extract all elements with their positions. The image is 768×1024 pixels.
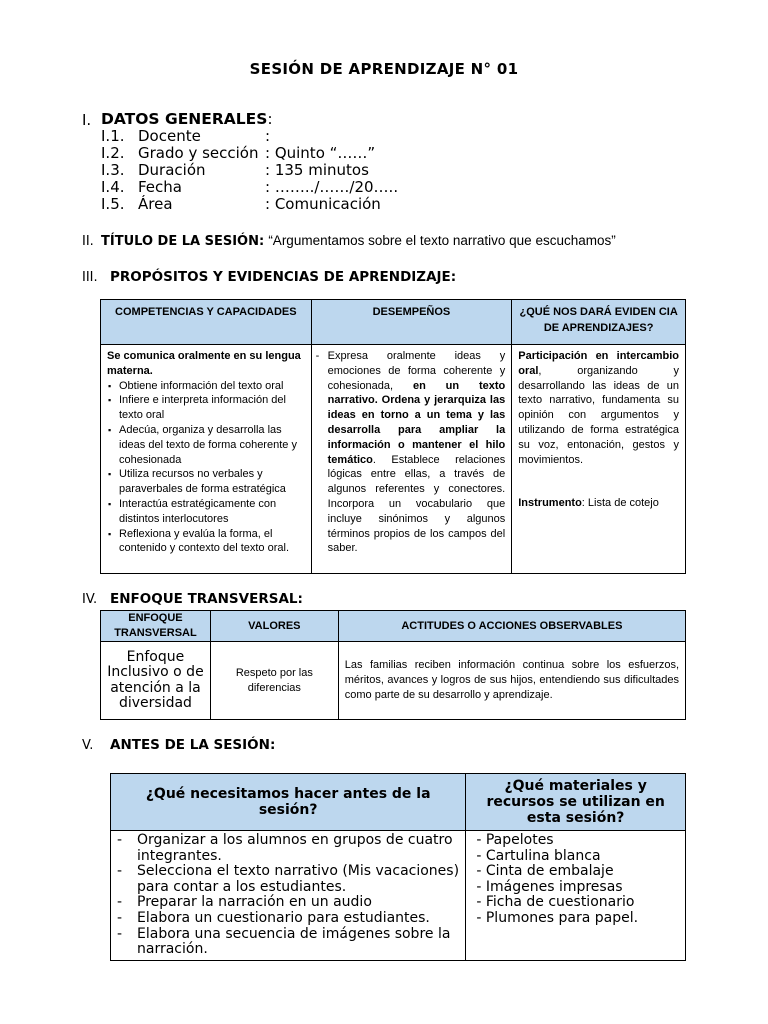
datos-value: : Quinto “……” <box>265 144 376 162</box>
desempeno-dash: - <box>315 350 320 362</box>
antes-header-row <box>111 774 686 831</box>
header-desempenos: DESEMPEÑOS <box>311 300 512 345</box>
propositos-row <box>101 345 686 574</box>
session-title-value: “Argumentamos sobre el texto narrativo que escuchamos” <box>268 233 616 248</box>
datos-num: I.2. <box>101 144 125 162</box>
datos-num: I.4. <box>101 178 125 196</box>
header-actitudes: ACTITUDES O ACCIONES OBSERVABLES <box>338 611 685 642</box>
desempeno-item <box>316 349 506 556</box>
section-1-heading <box>101 110 273 128</box>
tarea-dash: - <box>117 832 123 848</box>
tareas-cell <box>111 831 466 961</box>
section-4-number: IV. <box>82 592 98 607</box>
enfoque-table <box>100 610 686 720</box>
section-2-number: II. <box>82 234 94 249</box>
capacidad-item: ▪ Reflexiona y evalúa la forma, el contenido y contexto del texto oral. <box>119 527 305 557</box>
tarea-dash: - <box>117 894 123 911</box>
evidencia-part: , organizando y desarrollando las ideas de un texto narrativo, fundamenta su opinión con argumentos y utilizando de forma estratégica su voz, entonación, gestos y movimientos. <box>518 364 679 466</box>
tarea-item <box>117 895 459 911</box>
datos-label: Docente <box>138 127 201 145</box>
header-materiales: ¿Qué materiales y recursos se utilizan en esta sesión? <box>466 774 686 831</box>
header-competencias: COMPETENCIAS Y CAPACIDADES <box>101 300 312 345</box>
material-item: - Ficha de cuestionario <box>476 894 635 911</box>
materiales-cell <box>466 831 686 961</box>
antes-table <box>110 773 686 961</box>
propositos-header-row <box>101 300 686 345</box>
capacidad-item: ▪ Obtiene información del texto oral <box>119 379 305 394</box>
datos-num: I.3. <box>101 161 125 179</box>
header-que-hacer: ¿Qué necesitamos hacer antes de la sesión? <box>111 774 466 831</box>
header-valores: VALORES <box>210 611 338 642</box>
datos-value: : <box>265 127 271 145</box>
material-item: - Cartulina blanca <box>476 847 601 864</box>
section-5-title: ANTES DE LA SESIÓN: <box>110 737 276 753</box>
datos-value: : Comunicación <box>265 195 381 213</box>
instrumento-value: : Lista de cotejo <box>581 497 659 510</box>
tareas-list <box>117 833 459 958</box>
datos-row <box>0 145 768 162</box>
tarea-dash: - <box>117 925 123 942</box>
section-4-title: ENFOQUE TRANSVERSAL: <box>110 591 303 607</box>
datos-num: I.1. <box>101 127 125 145</box>
section-1-title: DATOS GENERALES <box>101 110 268 128</box>
section-3-title: PROPÓSITOS Y EVIDENCIAS DE APRENDIZAJE: <box>110 269 457 285</box>
competencia-text: Se comunica oralmente en su lengua materna. <box>107 350 301 377</box>
tarea-text: Preparar la narración en un audio <box>137 894 372 911</box>
tarea-item <box>117 927 459 958</box>
desempeno-part: . Establece relaciones lógicas entre ellas, a través de algunos referentes y conectores. Incorpora un vocabulario que incluye sinónimos y algunos términos propios de los campos del saber. <box>327 453 506 555</box>
capacidad-item: ▪ Utiliza recursos no verbales y paraverbales de forma estratégica <box>119 467 305 497</box>
datos-num: I.5. <box>101 195 125 213</box>
section-2-heading <box>101 233 616 249</box>
tarea-item <box>117 833 459 864</box>
desempenos-cell <box>311 345 512 574</box>
capacidad-item: ▪ Infiere e interpreta información del texto oral <box>119 393 305 423</box>
material-item: - Imágenes impresas <box>476 878 623 895</box>
evidencia-bold: Participación en intercambio oral <box>518 350 679 377</box>
evidencia-text <box>518 349 679 467</box>
competencias-cell <box>101 345 312 574</box>
header-evidencias: ¿QUÉ NOS DARÁ EVIDEN CIA DE APRENDIZAJES? <box>512 300 686 345</box>
desempeno-text <box>328 349 506 556</box>
enfoque-header-row <box>101 611 686 642</box>
desempeno-bold-part: en un texto narrativo. Ordena y jerarquiza las ideas en torno a un tema y las desarrolla para ampliar la información o mantener el hilo temático <box>327 379 506 466</box>
tarea-text: Elabora un cuestionario para estudiantes. <box>137 909 430 926</box>
capacidad-item: ▪ Interactúa estratégicamente con distintos interlocutores <box>119 497 305 527</box>
instrumento-label: Instrumento <box>518 497 582 510</box>
datos-row <box>0 162 768 179</box>
material-item: - Papelotes <box>476 832 554 848</box>
material-item: - Plumones para papel. <box>476 909 639 926</box>
datos-row <box>0 196 768 213</box>
evidencias-cell <box>512 345 686 574</box>
enfoque-row <box>101 642 686 720</box>
tarea-text: Selecciona el texto narrativo (Mis vacaciones) para contar a los estudiantes. <box>137 863 460 895</box>
section-1-number: I. <box>82 111 92 129</box>
tarea-text: Organizar a los alumnos en grupos de cuatro integrantes. <box>137 832 453 864</box>
capacidades-list <box>107 379 305 557</box>
section-5-number: V. <box>82 738 94 753</box>
section-1-colon: : <box>267 110 273 128</box>
page-title: SESIÓN DE APRENDIZAJE N° 01 <box>249 60 519 78</box>
tarea-text: Elabora una secuencia de imágenes sobre la narración. <box>137 925 451 958</box>
desempeno-part: Expresa oralmente ideas y emociones de forma coherente y cohesionada, <box>327 350 506 392</box>
actitudes-cell: Las familias reciben información continua sobre los esfuerzos, méritos, avances y logros de sus hijos, entendiendo sus dificultades como parte de su desarrollo y aprendizaje. <box>338 642 685 720</box>
tarea-item <box>117 864 459 895</box>
datos-value: : ……../……/20….. <box>265 178 399 196</box>
instrumento <box>518 496 679 511</box>
propositos-table <box>100 299 686 574</box>
antes-row <box>111 831 686 961</box>
section-3-number: III. <box>82 270 98 285</box>
datos-row <box>0 128 768 145</box>
tarea-dash: - <box>117 909 123 926</box>
tarea-item <box>117 911 459 927</box>
material-item: - Cinta de embalaje <box>476 863 614 880</box>
datos-label: Fecha <box>138 178 182 196</box>
datos-label: Duración <box>138 161 206 179</box>
datos-label: Grado y sección <box>138 144 259 162</box>
enfoque-cell: Enfoque Inclusivo o de atención a la diversidad <box>101 642 211 720</box>
tarea-dash: - <box>117 863 123 880</box>
capacidad-item: ▪ Adecúa, organiza y desarrolla las ideas del texto de forma coherente y cohesionada <box>119 423 305 467</box>
section-2-title: TÍTULO DE LA SESIÓN: <box>101 234 265 249</box>
valores-cell: Respeto por las diferencias <box>210 642 338 720</box>
datos-row <box>0 179 768 196</box>
header-enfoque: ENFOQUE TRANSVERSAL <box>101 611 211 642</box>
datos-value: : 135 minutos <box>265 161 369 179</box>
datos-label: Área <box>138 195 173 213</box>
